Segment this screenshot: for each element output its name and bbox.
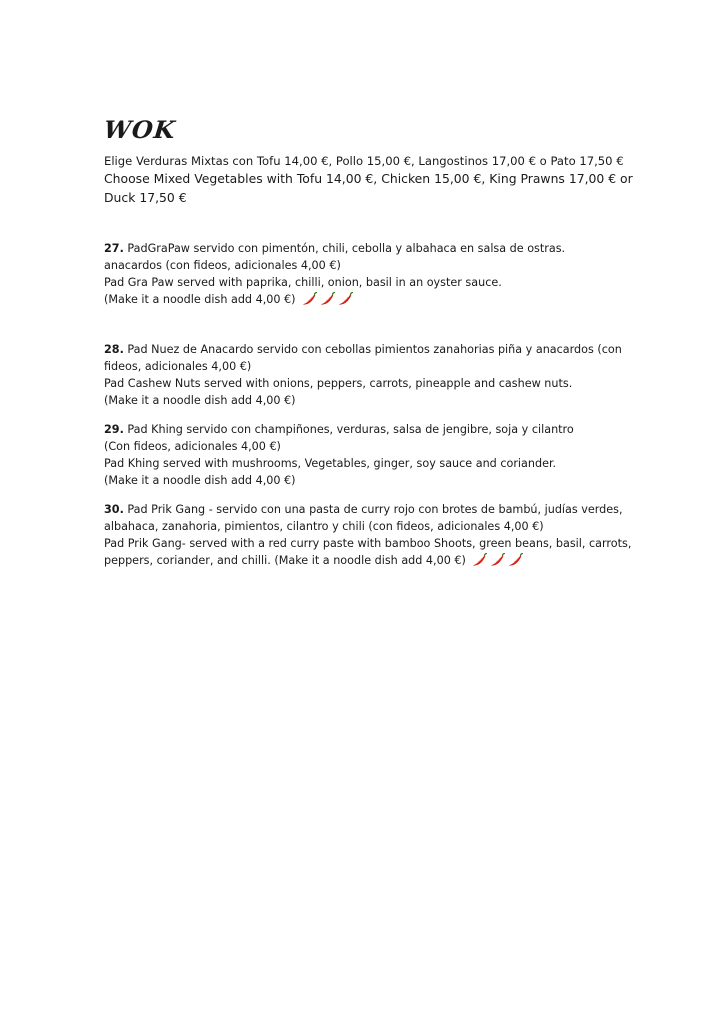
dish-line [104,421,624,438]
dish-name-es: Pad Prik Gang - servido con una pasta de curry rojo con brotes de bambú, judías verdes, [123,503,623,516]
dish-line: Pad Khing served with mushrooms, Vegetables, ginger, soy sauce and coriander. [104,457,557,470]
noodle-option: (Make it a noodle dish add 4,00 €) [104,394,296,407]
chili-pepper-icon [320,292,335,305]
dish-line [104,291,624,310]
menu-item-28 [104,341,624,409]
dish-line [104,501,624,518]
dish-number: 28. [104,343,124,356]
dish-line: Pad Prik Gang- served with a red curry paste with bamboo Shoots, green beans, basil, carrots, [104,537,632,550]
noodle-option: (Make it a noodle dish add 4,00 €) [104,474,296,487]
section-intro [104,153,633,207]
menu-item-30 [104,501,632,571]
dish-line [104,341,624,358]
dish-number: 29. [104,423,124,436]
chili-pepper-icon [302,292,317,305]
spice-rating [302,292,356,310]
dish-line: fideos, adicionales 4,00 €) [104,360,252,373]
dish-name-es: PadGraPaw servido con pimentón, chili, cebolla y albahaca en salsa de ostras. [123,242,566,255]
dish-name-es: Pad Nuez de Anacardo servido con cebollas pimientos zanahorias piña y anacardos (con [123,343,622,356]
chili-pepper-icon [508,553,523,566]
intro-english-line-2: Duck 17,50 € [104,190,187,205]
dish-name-es: Pad Khing servido con champiñones, verduras, salsa de jengibre, soja y cilantro [123,423,574,436]
dish-number: 27. [104,242,124,255]
chili-pepper-icon [338,292,353,305]
intro-english-line-1: Choose Mixed Vegetables with Tofu 14,00 €, Chicken 15,00 €, King Prawns 17,00 € or [104,171,633,186]
menu-item-27 [104,240,624,310]
intro-spanish: Elige Verduras Mixtas con Tofu 14,00 €, Pollo 15,00 €, Langostinos 17,00 € o Pato 17,50 € [104,154,624,168]
dish-line: Pad Gra Paw served with paprika, chilli, onion, basil in an oyster sauce. [104,276,502,289]
menu-item-29 [104,421,624,489]
dish-line [104,240,624,257]
chili-pepper-icon [490,553,505,566]
dish-line: anacardos (con fideos, adicionales 4,00 €) [104,259,341,272]
noodle-option: peppers, coriander, and chilli. (Make it a noodle dish add 4,00 €) [104,554,466,567]
chili-pepper-icon [472,553,487,566]
noodle-option: (Make it a noodle dish add 4,00 €) [104,293,296,306]
spice-rating [472,553,526,571]
dish-line: (Con fideos, adicionales 4,00 €) [104,440,281,453]
dish-number: 30. [104,503,124,516]
dish-line: Pad Cashew Nuts served with onions, peppers, carrots, pineapple and cashew nuts. [104,377,573,390]
dish-line: albahaca, zanahoria, pimientos, cilantro y chili (con fideos, adicionales 4,00 €) [104,520,544,533]
dish-line [104,552,624,571]
section-title: WOK [102,115,178,144]
